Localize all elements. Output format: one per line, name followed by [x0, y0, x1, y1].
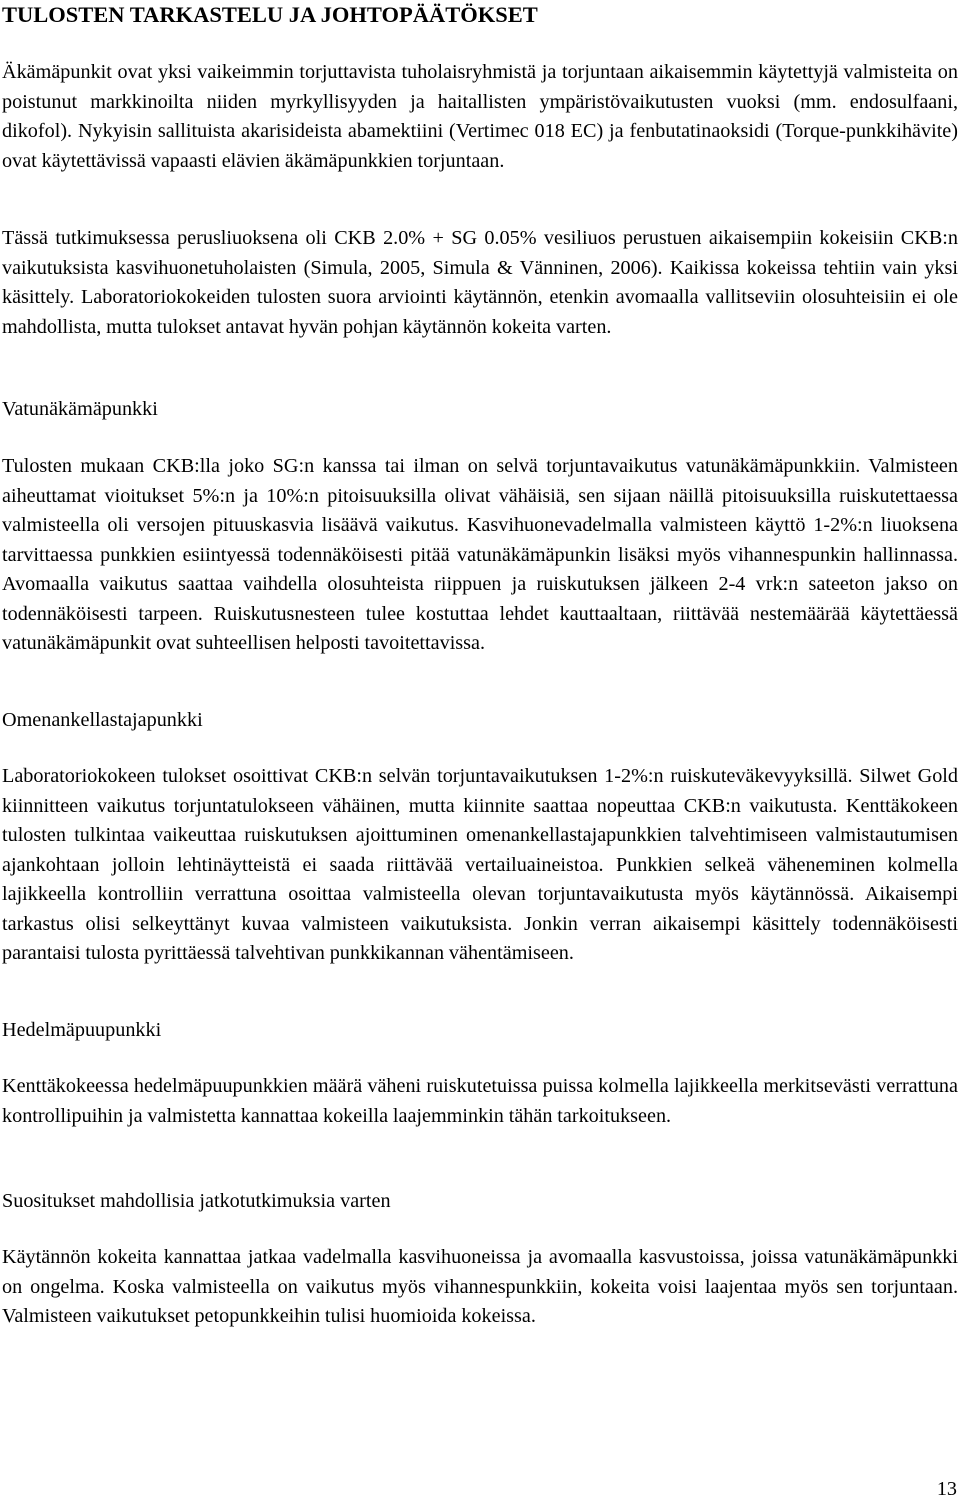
intro-paragraph-2: Tässä tutkimuksessa perusliuoksena oli CKB 2.0% + SG 0.05% vesiliuos perustuen aikaisempiin kokeisiin CKB:n vaikutuksista kasvihuonetuholaisten (Simula, 2005, Simula & Vänninen, 2006). Kaikissa kokeissa tehtiin vain yksi käsittely. Laboratoriokokeiden tulosten suora arviointi käytännön, etenkin avomaalla vallitseviin olosuhteisiin ei ole mahdollista, mutta tulokset antavat hyvän pohjan käytännön kokeita varten. — [2, 227, 958, 338]
page-number: 13 — [936, 1478, 957, 1500]
section-heading-suositukset: Suositukset mahdollisia jatkotutkimuksia varten — [2, 1190, 391, 1212]
section-text-vatunakamapunkki: Tulosten mukaan CKB:lla joko SG:n kanssa tai ilman on selvä torjuntavaikutus vatunäkämäpunkkiin. Valmisteen aiheuttamat vioitukset 5%:n ja 10%:n pitoisuuksilla olivat vähäisiä, sen sijaan näillä pitoisuuksilla ruiskutettaessa valmisteella oli versojen pituuskasvia lisäävä vaikutus. Kasvihuonevadelmalla valmisteen käyttö 1-2%:n liuoksena tarvittaessa punkkien esiintyessä todennäköisesti pitää vatunäkämäpunkin lisäksi myös vihannespunkin hallinnassa. Avomaalla vaikutus saattaa vaihdella olosuhteista riippuen ja ruiskutuksen jälkeen 2-4 vrk:n sateeton jakso on todennäköisesti tarpeen. Ruiskutusnesteen tulee kostuttaa lehdet kauttaaltaan, riittävää nestemäärää käytettäessä vatunäkämäpunkit ovat suhteellisen helposti tavoitettavissa. — [2, 455, 958, 654]
section-text-omenankellastajapunkki: Laboratoriokokeen tulokset osoittivat CKB:n selvän torjuntavaikutuksen 1-2%:n ruiskuteväkevyyksillä. Silwet Gold kiinnitteen vaikutus torjuntatulokseen vähäinen, mutta kiinnite saattaa nopeuttaa CKB:n vaikutusta. Kenttäkokeen tulosten tulkintaa vaikeuttaa ruiskutuksen ajoittuminen omenankellastajapunkkien talvehtimiseen valmistautumisen ajankohtaan jolloin lehtinäytteistä ei saada riittävää vertailuaineistoa. Punkkien selkeä väheneminen kolmella lajikkeella kontrolliin verrattuna osoittaa valmisteella olevan torjuntavaikutusta myös käytännössä. Aikaisempi tarkastus olisi selkeyttänyt kuvaa valmisteen vaikutuksista. Jonkin verran aikaisempi käsittely todennäköisesti parantaisi tulosta pyrittäessä talvehtivan punkkikannan vähentämiseen. — [2, 765, 958, 964]
section-text-suositukset: Käytännön kokeita kannattaa jatkaa vadelmalla kasvihuoneissa ja avomaalla kasvustoissa, joissa vatunäkämäpunkki on ongelma. Koska valmisteella on vaikutus myös vihannespunkkiin, kokeita voisi laajentaa myös sen torjuntaan. Valmisteen vaikutukset petopunkkeihin tulisi huomioida kokeissa. — [2, 1246, 958, 1327]
section-heading-vatunakamapunkki: Vatunäkämäpunkki — [2, 398, 158, 420]
intro-paragraph-1: Äkämäpunkit ovat yksi vaikeimmin torjuttavista tuholaisryhmistä ja torjuntaan aikaisemmin käytettyjä valmisteita on poistunut markkinoilta niiden myrkyllisyyden ja haitallisten ympäristövaikutusten vuoksi (mm. endosulfaani, dikofol). Nykyisin sallituista akarisideista abamektiini (Vertimec 018 EC) ja fenbutatinaoksidi (Torque-punkkihävite) ovat käytettävissä vapaasti elävien äkämäpunkkien torjuntaan. — [2, 61, 958, 172]
page-title: TULOSTEN TARKASTELU JA JOHTOPÄÄTÖKSET — [2, 2, 538, 27]
section-heading-omenankellastajapunkki: Omenankellastajapunkki — [2, 709, 203, 731]
section-heading-hedelmapuupunkki: Hedelmäpuupunkki — [2, 1019, 162, 1041]
section-text-hedelmapuupunkki: Kenttäkokeessa hedelmäpuupunkkien määrä väheni ruiskutetuissa puissa kolmella lajikkeella merkitsevästi verrattuna kontrollipuihin ja valmistetta kannattaa kokeilla laajemminkin tähän tarkoitukseen. — [2, 1075, 958, 1127]
